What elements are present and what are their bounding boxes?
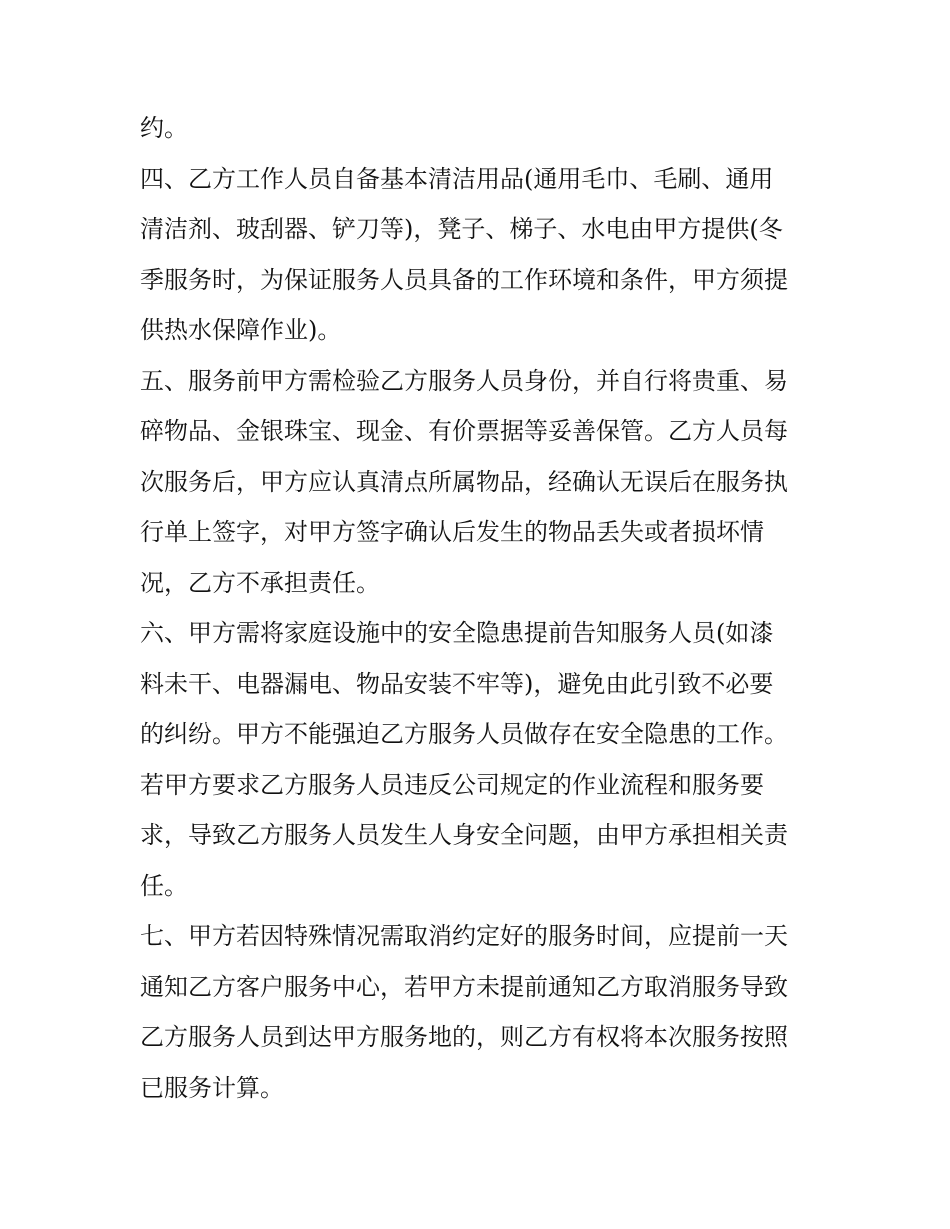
text-line: 约。: [140, 114, 188, 142]
text-line: 的纠纷。甲方不能强迫乙方服务人员做存在安全隐患的工作。: [140, 720, 788, 748]
text-line: 乙方服务人员到达甲方服务地的，则乙方有权将本次服务按照: [140, 1023, 788, 1051]
text-line: 六、甲方需将家庭设施中的安全隐患提前告知服务人员(如漆: [140, 619, 774, 647]
text-line: 次服务后，甲方应认真清点所属物品，经确认无误后在服务执: [140, 467, 788, 496]
text-line: 况，乙方不承担责任。: [140, 568, 380, 597]
text-line: 碎物品、金银珠宝、现金、有价票据等妥善保管。乙方人员每: [140, 417, 788, 445]
contract-text: [140, 103, 815, 1113]
text-line: 季服务时，为保证服务人员具备的工作环境和条件，甲方须提: [140, 265, 788, 294]
text-line: 若甲方要求乙方服务人员违反公司规定的作业流程和服务要: [140, 770, 764, 799]
text-line: 任。: [140, 871, 188, 900]
text-line: 料未干、电器漏电、物品安装不牢等)，避免由此引致不必要: [140, 669, 774, 698]
text-line: 求，导致乙方服务人员发生人身安全问题，由甲方承担相关责: [140, 821, 788, 849]
text-line: 通知乙方客户服务中心，若甲方未提前通知乙方取消服务导致: [140, 972, 788, 1001]
text-line: 供热水保障作业)。: [140, 316, 342, 344]
text-line: 五、服务前甲方需检验乙方服务人员身份，并自行将贵重、易: [140, 366, 788, 395]
text-line: 四、乙方工作人员自备基本清洁用品(通用毛巾、毛刷、通用: [140, 164, 774, 193]
text-line: 清洁剂、玻刮器、铲刀等)，凳子、梯子、水电由甲方提供(冬: [140, 215, 783, 243]
text-line: 已服务计算。: [140, 1073, 284, 1102]
text-line: 行单上签字，对甲方签字确认后发生的物品丢失或者损坏情: [140, 518, 764, 546]
text-line: 七、甲方若因特殊情况需取消约定好的服务时间，应提前一天: [140, 922, 788, 950]
